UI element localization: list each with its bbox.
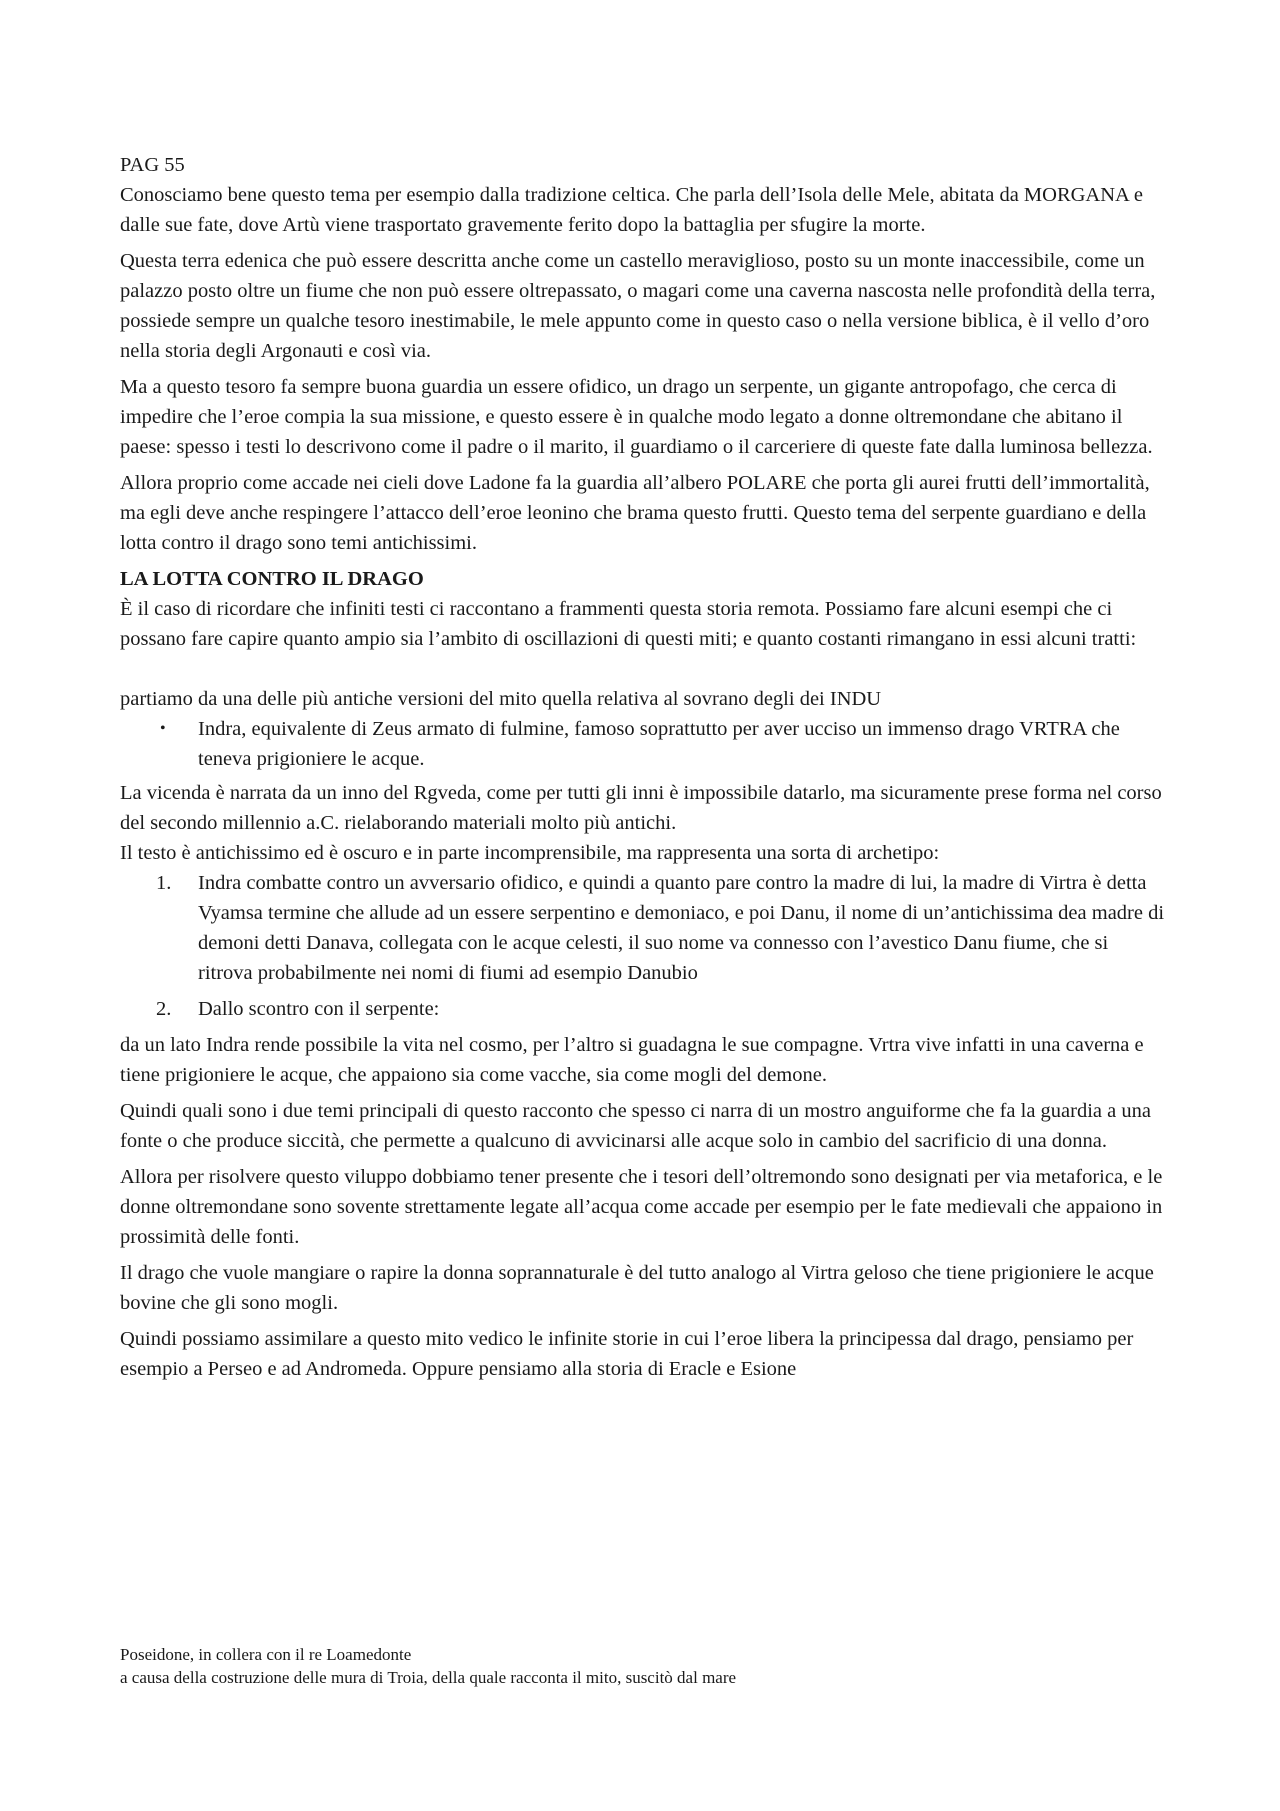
numbered-list bbox=[120, 868, 1165, 1024]
footnote-line-2: a causa della costruzione delle mura di Troia, della quale racconta il mito, suscitò dal mare bbox=[120, 1668, 737, 1687]
archetype-line: Il testo è antichissimo ed è oscuro e in parte incomprensibile, ma rappresenta una sorta di archetipo: bbox=[120, 842, 940, 864]
numbered-item bbox=[120, 868, 1165, 988]
after-paragraph-2: Quindi quali sono i due temi principali di questo racconto che spesso ci narra di un mostro anguiforme che fa la guardia a una fonte o che produce siccità, che permette a qualcuno di avvicinarsi alle acque solo in cambio del sacrificio di una donna. bbox=[120, 1100, 1151, 1152]
document-page bbox=[120, 150, 1165, 1390]
section-intro-paragraph: È il caso di ricordare che infiniti testi ci raccontano a frammenti questa storia remota. Possiamo fare alcuni esempi che ci possano fare capire quanto ampio sia l’ambito di oscillazioni di questi miti; e quanto costanti rimangano in essi alcuni tratti: bbox=[120, 598, 1137, 650]
after-paragraph-5: Quindi possiamo assimilare a questo mito vedico le infinite storie in cui l’eroe libera la principessa dal drago, pensiamo per esempio a Perseo e ad Andromeda. Oppure pensiamo alla storia di Eracle e Esione bbox=[120, 1328, 1134, 1380]
after-paragraph-1: da un lato Indra rende possibile la vita nel cosmo, per l’altro si guadagna le sue compagne. Vrtra vive infatti in una caverna e tiene prigioniere le acque, che appaiono sia come vacche, sia come mogli del demone. bbox=[120, 1034, 1144, 1086]
bullet-item-text: Indra, equivalente di Zeus armato di fulmine, famoso soprattutto per aver ucciso un immenso drago VRTRA che teneva prigioniere le acque. bbox=[198, 718, 1120, 770]
rgveda-paragraph: La vicenda è narrata da un inno del Rgveda, come per tutti gli inni è impossibile datarlo, ma sicuramente prese forma nel corso del secondo millennio a.C. rielaborando materiali molto più antichi. bbox=[120, 782, 1162, 834]
footnote bbox=[120, 1643, 1165, 1689]
numbered-item-number: 2. bbox=[156, 998, 172, 1020]
after-paragraph-3: Allora per risolvere questo viluppo dobbiamo tener presente che i tesori dell’oltremondo sono designati per via metaforica, e le donne oltremondane sono sovente strettamente legate all’acqua come accade per esempio per le fate medievali che appaiono in prossimità delle fonti. bbox=[120, 1166, 1163, 1248]
numbered-item-text: Dallo scontro con il serpente: bbox=[198, 998, 440, 1020]
intro-paragraph-3: Ma a questo tesoro fa sempre buona guardia un essere ofidico, un drago un serpente, un gigante antropofago, che cerca di impedire che l’eroe compia la sua missione, e questo essere è in qualche modo legato a donne oltremondane che abitano il paese: spesso i testi lo descrivono come il padre o il marito, il guardiamo o il carceriere di queste fate dalla luminosa bellezza. bbox=[120, 376, 1153, 458]
numbered-item bbox=[120, 994, 1165, 1024]
intro-paragraph-4: Allora proprio come accade nei cieli dove Ladone fa la guardia all’albero POLARE che porta gli aurei frutti dell’immortalità, ma egli deve anche respingere l’attacco dell’eroe leonino che brama questo frutti. Questo tema del serpente guardiano e della lotta contro il drago sono temi antichissimi. bbox=[120, 472, 1150, 554]
bullet-item bbox=[120, 714, 1165, 774]
page-label: PAG 55 bbox=[120, 154, 185, 176]
bullet-icon: • bbox=[160, 720, 166, 737]
section-heading: LA LOTTA CONTRO IL DRAGO bbox=[120, 568, 424, 590]
footnote-line-1: Poseidone, in collera con il re Loamedonte bbox=[120, 1645, 412, 1664]
bullet-list bbox=[120, 714, 1165, 774]
after-paragraph-4: Il drago che vuole mangiare o rapire la donna soprannaturale è del tutto analogo al Virtra geloso che tiene prigioniere le acque bovine che gli sono mogli. bbox=[120, 1262, 1154, 1314]
indra-intro-line: partiamo da una delle più antiche versioni del mito quella relativa al sovrano degli dei INDU bbox=[120, 688, 882, 710]
intro-paragraph-2: Questa terra edenica che può essere descritta anche come un castello meraviglioso, posto su un monte inaccessibile, come un palazzo posto oltre un fiume che non può essere oltrepassato, o magari come una caverna nascosta nelle profondità della terra, possiede sempre un qualche tesoro inestimabile, le mele appunto come in questo caso o nella versione biblica, è il vello d’oro nella storia degli Argonauti e così via. bbox=[120, 250, 1156, 362]
intro-paragraph-1: Conosciamo bene questo tema per esempio dalla tradizione celtica. Che parla dell’Isola delle Mele, abitata da MORGANA e dalle sue fate, dove Artù viene trasportato gravemente ferito dopo la battaglia per sfugire la morte. bbox=[120, 184, 1143, 236]
blank-line bbox=[120, 654, 1165, 684]
numbered-item-number: 1. bbox=[156, 872, 172, 894]
numbered-item-text: Indra combatte contro un avversario ofidico, e quindi a quanto pare contro la madre di lui, la madre di Virtra è detta Vyamsa termine che allude ad un essere serpentino e demoniaco, e poi Danu, il nome di un’antichissima dea madre di demoni detti Danava, collegata con le acque celesti, il suo nome va connesso con l’avestico Danu fiume, che si ritrova probabilmente nei nomi di fiumi ad esempio Danubio bbox=[198, 872, 1165, 984]
